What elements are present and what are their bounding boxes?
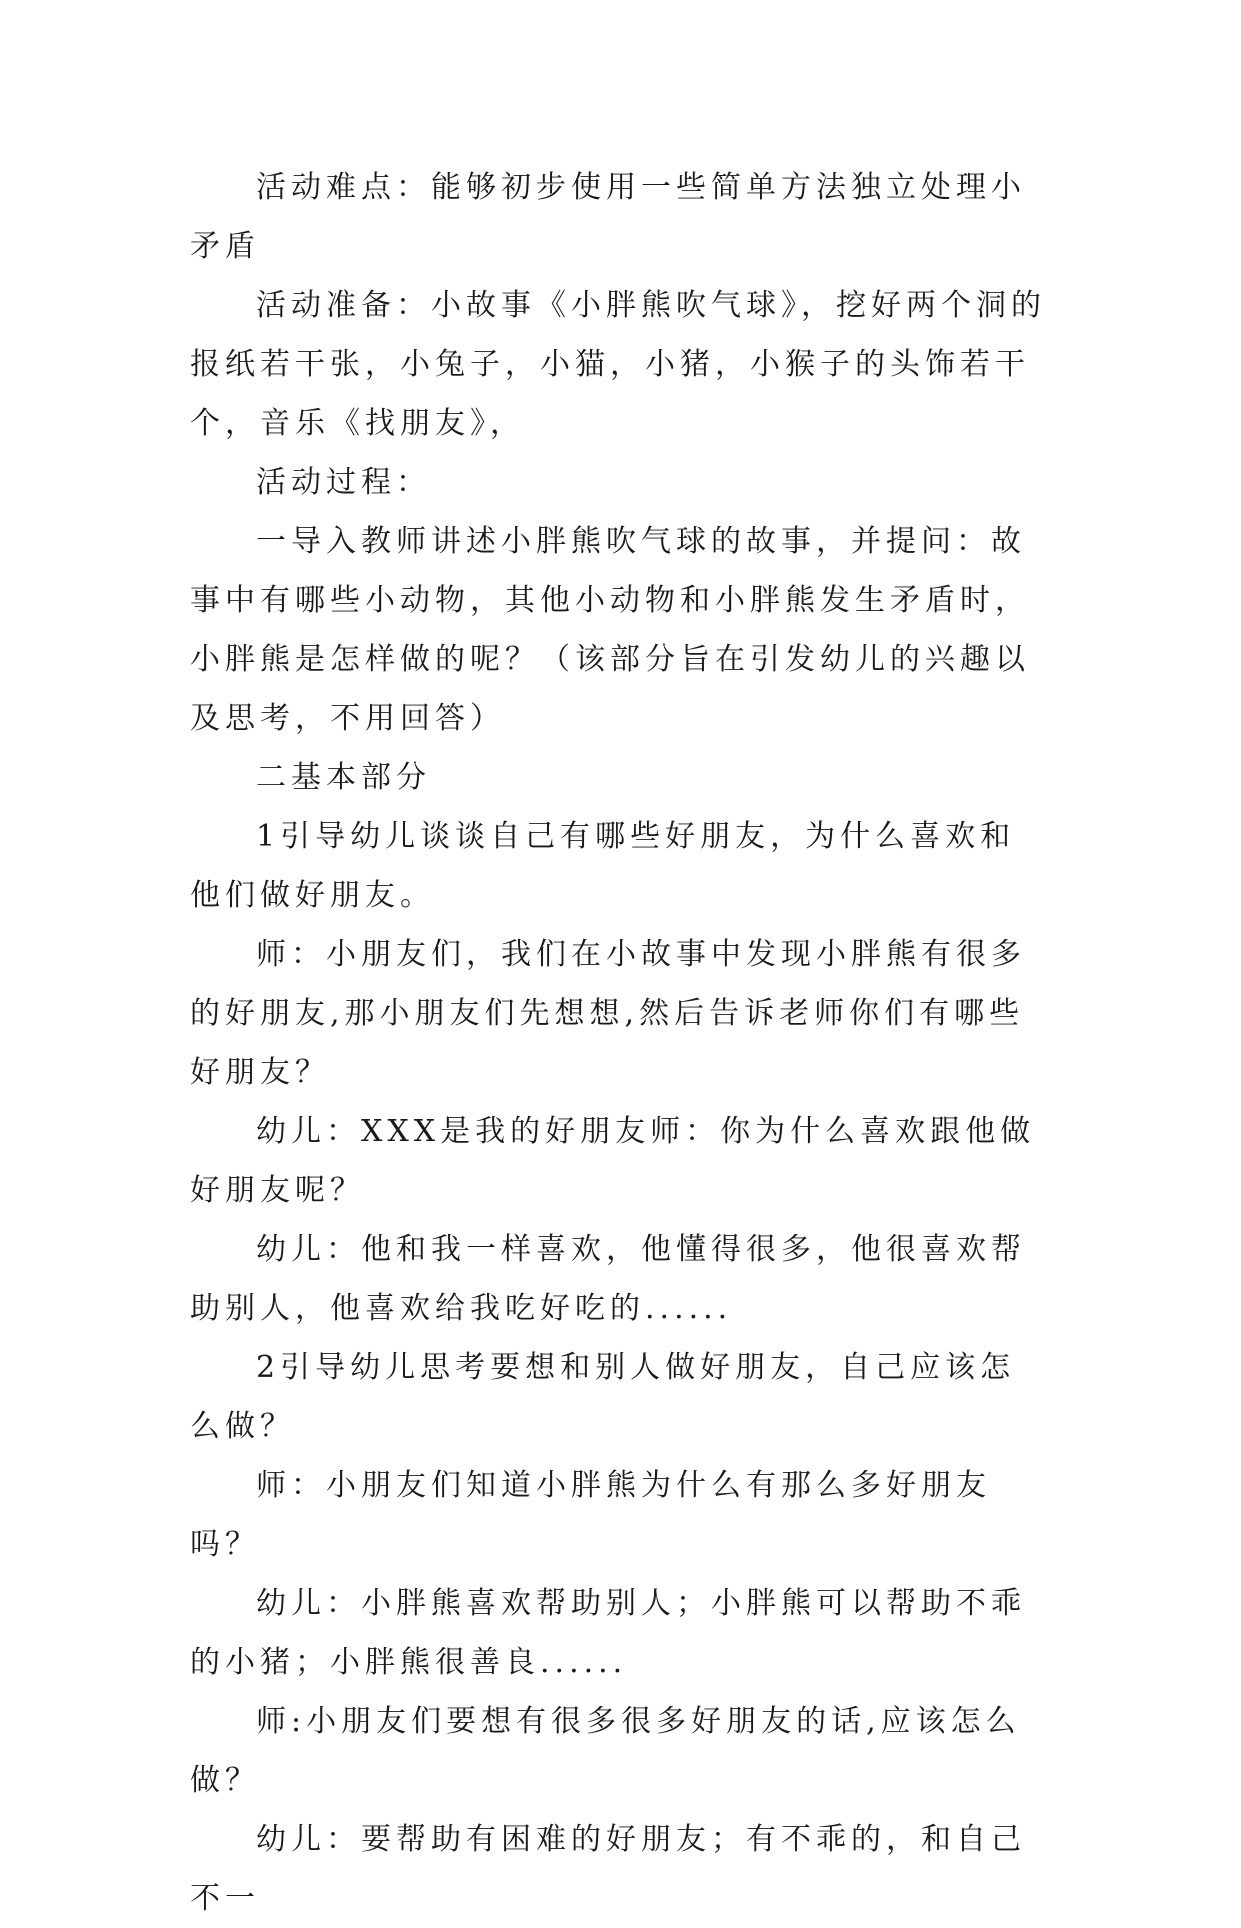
- paragraph-activity-process-heading: 活动过程：: [256, 465, 431, 500]
- paragraph-basic-section-heading: 二基本部分: [256, 760, 431, 795]
- paragraph-teacher-question-1: 师：小朋友们，我们在小故事中发现小胖熊有很多的好朋友,那小朋友们先想想,然后告诉老师你们有哪些好朋友？: [190, 937, 1026, 1090]
- paragraph-step-2: 2引导幼儿思考要想和别人做好朋友，自己应该怎么做？: [190, 1350, 1016, 1444]
- paragraph-child-answer-1: 幼儿：XXX是我的好朋友师：你为什么喜欢跟他做好朋友呢？: [190, 1114, 1036, 1208]
- paragraph-introduction: 一导入教师讲述小胖熊吹气球的故事，并提问：故事中有哪些小动物，其他小动物和小胖熊发生矛盾时，小胖熊是怎样做的呢？（该部分旨在引发幼儿的兴趣以及思考，不用回答）: [190, 524, 1030, 736]
- paragraph-activity-difficulty: 活动难点：能够初步使用一些简单方法独立处理小矛盾: [190, 170, 1026, 264]
- paragraph-step-1: 1引导幼儿谈谈自己有哪些好朋友，为什么喜欢和他们做好朋友。: [190, 819, 1016, 913]
- paragraph-activity-preparation: 活动准备：小故事《小胖熊吹气球》，挖好两个洞的报纸若干张，小兔子，小猫，小猪，小猴子的头饰若干个，音乐《找朋友》，: [190, 288, 1046, 441]
- paragraph-teacher-question-2: 师：小朋友们知道小胖熊为什么有那么多好朋友吗？: [190, 1468, 991, 1562]
- paragraph-teacher-question-3: 师:小朋友们要想有很多很多好朋友的话,应该怎么做？: [190, 1704, 1021, 1798]
- paragraph-child-answer-3: 幼儿：小胖熊喜欢帮助别人；小胖熊可以帮助不乖的小猪；小胖熊很善良......: [190, 1586, 1026, 1680]
- document-body: [190, 158, 1050, 1928]
- paragraph-child-answer-2: 幼儿：他和我一样喜欢，他懂得很多，他很喜欢帮助别人，他喜欢给我吃好吃的......: [190, 1232, 1026, 1326]
- paragraph-child-answer-4: 幼儿：要帮助有困难的好朋友；有不乖的，和自己不一: [190, 1822, 1026, 1916]
